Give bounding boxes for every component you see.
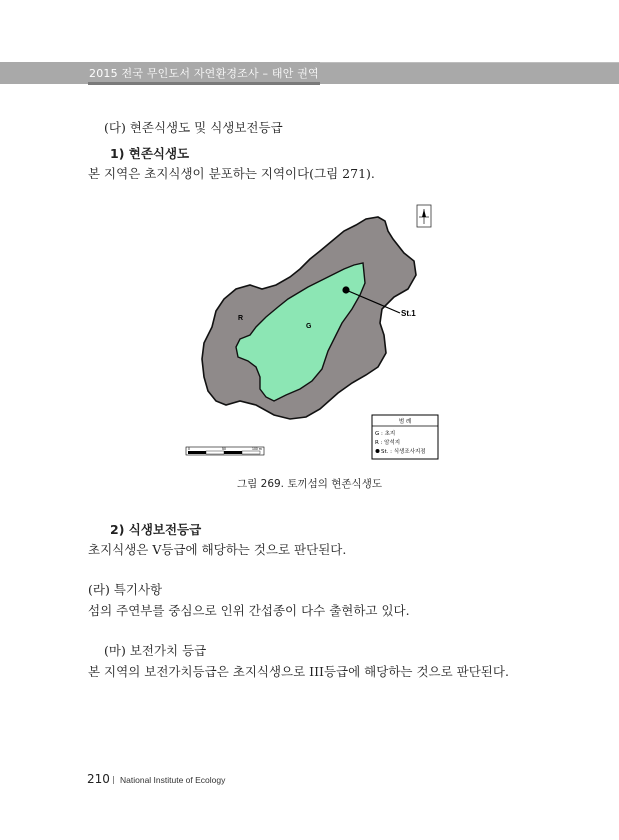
veg-heading: (다) 현존식생도 및 식생보전등급 (104, 120, 283, 135)
scale-bar (186, 447, 264, 455)
value-paragraph: 본 지역의 보전가치등급은 초지식생으로 III등급에 해당하는 것으로 판단된다. (88, 664, 509, 679)
legend-grassland: G : 초지 (375, 431, 396, 437)
veg-subheading-2: 2) 식생보전등급 (110, 522, 202, 537)
veg-paragraph-1: 본 지역은 초지식생이 분포하는 지역이다(그림 271). (88, 166, 375, 181)
vegetation-map (180, 195, 450, 465)
legend-rock: R : 암석지 (375, 440, 401, 446)
special-heading: (라) 특기사항 (88, 582, 163, 597)
north-arrow-icon (417, 205, 431, 227)
veg-subheading-1: 1) 현존식생도 (110, 146, 190, 161)
legend-station-icon (376, 449, 380, 453)
header-divider (320, 62, 619, 63)
legend-title: 범 례 (398, 419, 412, 425)
grassland-label: G (306, 323, 312, 330)
veg-paragraph-2: 초지식생은 V등급에 해당하는 것으로 판단된다. (88, 542, 347, 557)
value-heading: (마) 보전가치 등급 (104, 643, 207, 658)
rock-label: R (238, 315, 244, 322)
scale-zero: 0 (188, 447, 190, 451)
figure-caption: 그림 269. 토끼섬의 현존식생도 (237, 478, 382, 490)
page-number: 210 (87, 772, 110, 786)
map-legend (372, 415, 438, 459)
scale-mid: 50 (222, 447, 226, 451)
special-paragraph: 섬의 주연부를 중심으로 인위 간섭종이 다수 출현하고 있다. (88, 603, 410, 618)
legend-station: St. : 식생조사지점 (381, 449, 426, 455)
footer-organization: National Institute of Ecology (120, 775, 226, 785)
header-title: 2015 전국 무인도서 자연환경조사 – 태안 권역 (89, 67, 319, 80)
station-label: St.1 (401, 309, 416, 318)
scale-end: 100 m (252, 447, 262, 451)
footer-separator (113, 776, 114, 784)
